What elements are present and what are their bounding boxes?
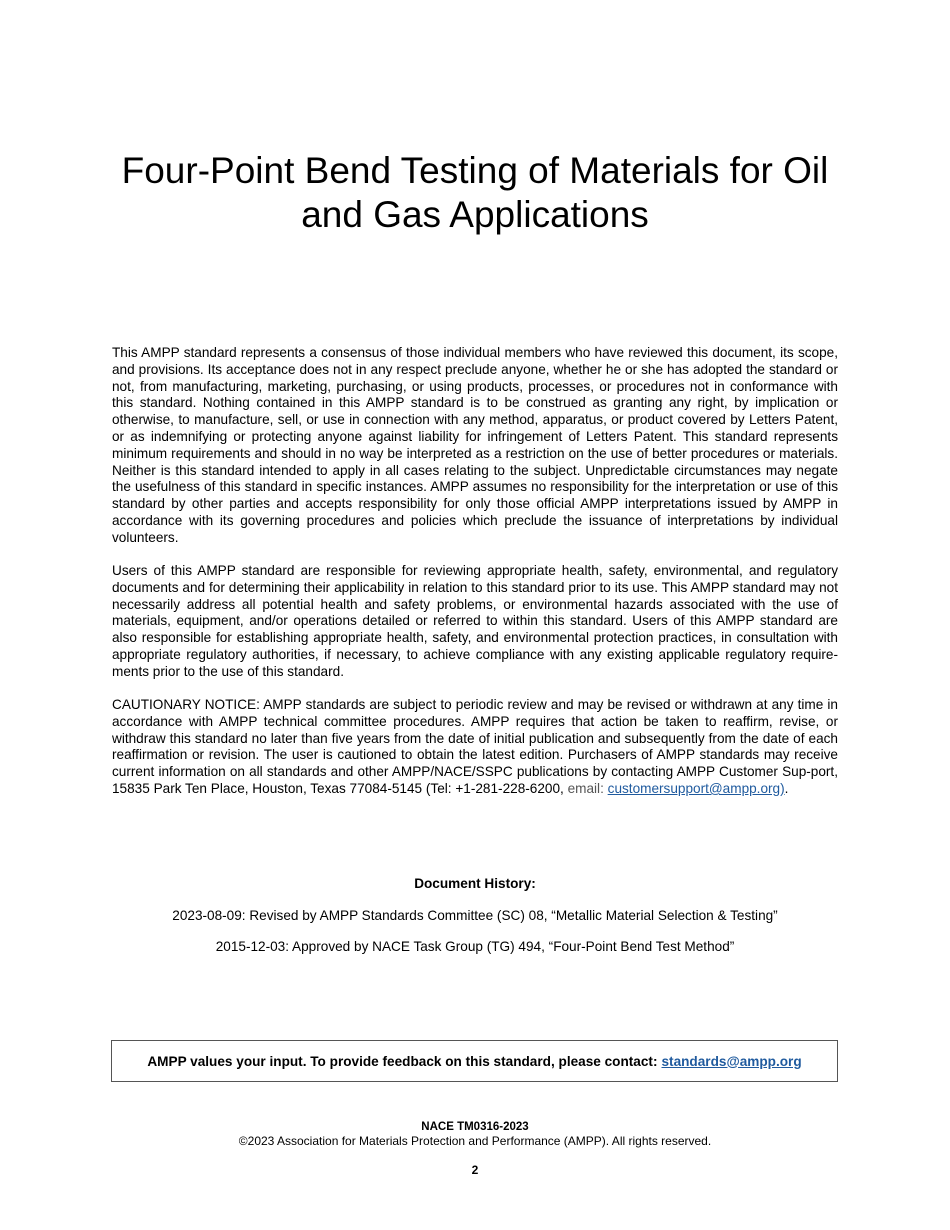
history-entry: 2015-12-03: Approved by NACE Task Group (TG) 494, “Four-Point Bend Test Method”: [215, 939, 735, 954]
title-line-2: and Gas Applications: [301, 194, 649, 235]
title-line-1: Four-Point Bend Testing of Materials for Oil: [121, 150, 829, 191]
cautionary-notice-text: CAUTIONARY NOTICE: AMPP standards are subject to periodic review and may be revised or withdrawn at any time in accordance with AMPP technical committee procedures. AMPP requires that action be taken to reaffirm, revise, or withdraw this standard no later than five years from the date of initial publication and subsequently from the date of each reaffirmation or revision. The user is cautioned to obtain the latest edition. Purchasers of AMPP standards may receive current information on all standards and other AMPP/NACE/SSPC publications by contacting AMPP Customer Sup-port, 15835 Park Ten Place, Houston, Texas 77084-5145 (Tel: +1-281-228-6200,: [112, 697, 838, 796]
responsibility-paragraph: Users of this AMPP standard are responsible for reviewing appropriate health, safety, environmental, and regulatory documents and for determining their applicability in relation to this standard prior to its use. This AMPP standard may not necessarily address all potential health and safety problems, or environmental hazards associated with the use of materials, equipment, and/or operations detailed or referred to within this standard. Users of this AMPP standard are also responsible for establishing appropriate health, safety, and environmental protection practices, in consultation with appropriate regulatory authorities, if necessary, to achieve compliance with any existing applicable regulatory require-ments prior to the use of this standard.: [112, 563, 838, 679]
page-number: 2: [471, 1163, 479, 1177]
cautionary-notice-end: .: [784, 780, 789, 796]
consensus-paragraph: This AMPP standard represents a consensus of those individual members who have reviewed this document, its scope, and provisions. Its acceptance does not in any respect preclude anyone, whether he or she has adopted the standard or not, from manufacturing, marketing, purchasing, or using products, processes, or procedures not in conformance with this standard. Nothing contained in this AMPP standard is to be construed as granting any right, by implication or otherwise, to manufacture, sell, or use in connection with any method, apparatus, or product covered by Letters Patent, or as indemnifying or protecting anyone against liability for infringement of Letters Patent. This standard represents minimum requirements and should in no way be interpreted as a restriction on the use of better procedures or materials. Neither is this standard intended to apply in all cases relating to the subject. Unpredictable circumstances may negate the usefulness of this standard in specific instances. AMPP assumes no responsibility for the interpretation or use of this standard by other parties and accepts responsibility for only those official AMPP interpretations issued by AMPP in accordance with its governing procedures and policies which preclude the issuance of interpretations by individual volunteers.: [112, 345, 838, 545]
feedback-text: AMPP values your input. To provide feedback on this standard, please contact:: [147, 1053, 658, 1069]
customer-support-email-link[interactable]: customersupport@ampp.org): [607, 780, 785, 796]
email-label: email:: [567, 780, 604, 796]
document-title: [0, 149, 950, 237]
standard-code: NACE TM0316-2023: [421, 1121, 529, 1133]
cautionary-notice-paragraph: [112, 697, 838, 798]
history-entry: 2023-08-09: Revised by AMPP Standards Committee (SC) 08, “Metallic Material Selection & Testing”: [172, 908, 778, 923]
document-history-heading: Document History:: [414, 876, 536, 891]
copyright-notice: ©2023 Association for Materials Protection and Performance (AMPP). All rights reserved.: [238, 1134, 712, 1148]
standards-email-link[interactable]: standards@ampp.org: [661, 1053, 802, 1069]
feedback-box: [111, 1040, 838, 1082]
